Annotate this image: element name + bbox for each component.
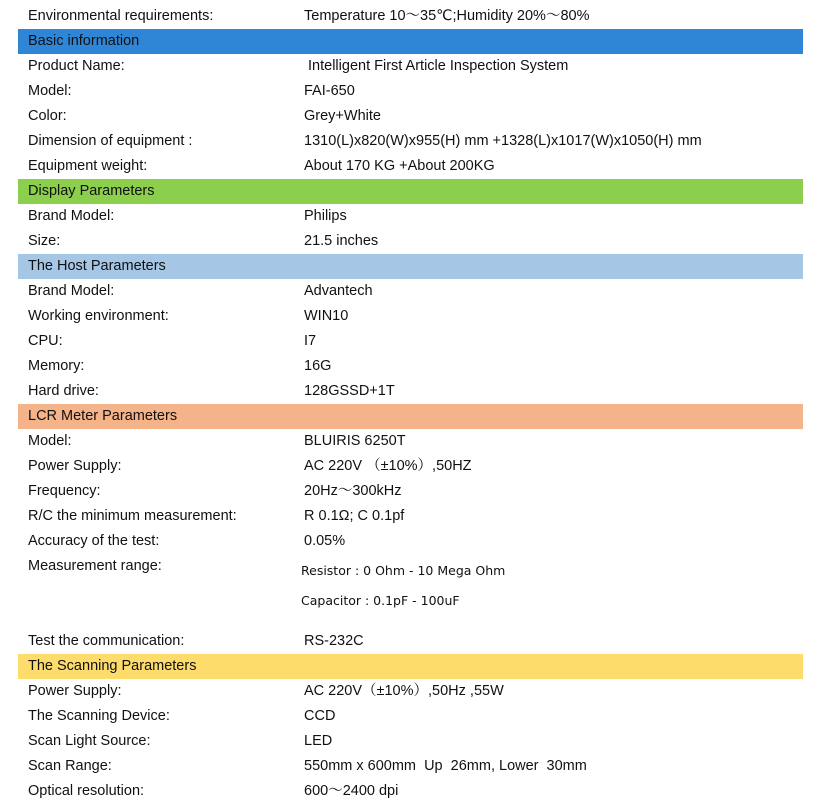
spec-value: About 170 KG +About 200KG	[304, 158, 495, 174]
spec-row-host-os	[18, 304, 803, 329]
spec-label: Working environment:	[28, 308, 169, 324]
spec-value: Grey+White	[304, 108, 381, 124]
spec-row-weight	[18, 154, 803, 179]
spec-label: Product Name:	[28, 58, 125, 74]
spec-row-host-brand	[18, 279, 803, 304]
spec-label: Scan Range:	[28, 758, 112, 774]
spec-label: Frequency:	[28, 483, 101, 499]
spec-label: Brand Model:	[28, 208, 115, 224]
section-header-lcr-meter-parameters: LCR Meter Parameters	[18, 404, 803, 429]
spec-row-scan-resolution	[18, 779, 803, 804]
spec-value: LED	[304, 733, 333, 749]
spec-value: 21.5 inches	[304, 233, 379, 249]
spec-value: 550mm x 600mm Up 26mm, Lower 30mm	[304, 758, 587, 774]
spec-row-host-cpu	[18, 329, 803, 354]
spec-value: 16G	[304, 358, 332, 374]
spec-label: Model:	[28, 433, 72, 449]
measurement-range-capacitor: Capacitor : 0.1pF - 100uF	[301, 593, 460, 608]
spec-row-lcr-model	[18, 429, 803, 454]
spec-row-lcr-min-measurement	[18, 504, 803, 529]
spec-row-display-size	[18, 229, 803, 254]
spec-row-lcr-frequency	[18, 479, 803, 504]
spec-row-host-memory	[18, 354, 803, 379]
spec-label: Test the communication:	[28, 633, 185, 649]
spec-value: 128GSSD+1T	[304, 383, 395, 399]
section-header-host-parameters: The Host Parameters	[18, 254, 803, 279]
spec-label: Optical resolution:	[28, 783, 145, 799]
spec-row-scan-light	[18, 729, 803, 754]
spec-label: Brand Model:	[28, 283, 115, 299]
spec-value: WIN10	[304, 308, 349, 324]
spec-row-lcr-communication	[18, 629, 803, 654]
spec-row-environmental	[18, 4, 803, 29]
section-header-display-parameters: Display Parameters	[18, 179, 803, 204]
spec-row-scan-device	[18, 704, 803, 729]
spec-label: Accuracy of the test:	[28, 533, 160, 549]
spec-row-color	[18, 104, 803, 129]
spec-value: Advantech	[304, 283, 373, 299]
spec-label: Memory:	[28, 358, 85, 374]
spec-row-display-brand	[18, 204, 803, 229]
spec-label: Power Supply:	[28, 458, 122, 474]
spec-row-scan-power	[18, 679, 803, 704]
spec-row-model	[18, 79, 803, 104]
section-header-basic-information: Basic information	[18, 29, 803, 54]
spec-label: Hard drive:	[28, 383, 99, 399]
spec-label: CPU:	[28, 333, 63, 349]
spec-row-product-name	[18, 54, 803, 79]
measurement-range-values	[301, 556, 505, 616]
spec-value: 1310(L)x820(W)x955(H) mm +1328(L)x1017(W)x1050(H) mm	[304, 133, 702, 149]
spec-value: RS-232C	[304, 633, 364, 649]
spec-row-scan-range	[18, 754, 803, 779]
spec-value: CCD	[304, 708, 336, 724]
spec-label: Model:	[28, 83, 72, 99]
spec-label: Environmental requirements:	[28, 8, 214, 24]
spec-label: The Scanning Device:	[28, 708, 170, 724]
spec-row-lcr-measurement-range	[18, 554, 803, 629]
spec-value: Philips	[304, 208, 347, 224]
spec-value: 600～2400 dpi	[304, 783, 399, 799]
spec-value: AC 220V（±10%）,50Hz ,55W	[304, 683, 504, 699]
spec-value: R 0.1Ω; C 0.1pf	[304, 508, 405, 524]
spec-label: R/C the minimum measurement:	[28, 508, 237, 524]
section-header-scanning-parameters: The Scanning Parameters	[18, 654, 803, 679]
spec-value: I7	[304, 333, 317, 349]
spec-label: Color:	[28, 108, 67, 124]
spec-label: Power Supply:	[28, 683, 122, 699]
spec-value: BLUIRIS 6250T	[304, 433, 406, 449]
spec-row-host-drive	[18, 379, 803, 404]
spec-row-lcr-power	[18, 454, 803, 479]
spec-row-lcr-accuracy	[18, 529, 803, 554]
spec-value: AC 220V （±10%）,50HZ	[304, 458, 472, 474]
spec-sheet	[18, 4, 803, 804]
spec-value: FAI-650	[304, 83, 355, 99]
spec-label: Equipment weight:	[28, 158, 148, 174]
measurement-range-resistor: Resistor : 0 Ohm - 10 Mega Ohm	[301, 563, 506, 578]
spec-value: Temperature 10～35℃;Humidity 20%～80%	[304, 8, 590, 24]
spec-value: Intelligent First Article Inspection System	[304, 58, 569, 74]
spec-label: Scan Light Source:	[28, 733, 151, 749]
spec-label: Measurement range:	[28, 558, 162, 574]
spec-value: 0.05%	[304, 533, 346, 549]
spec-value: 20Hz～300kHz	[304, 483, 402, 499]
spec-label: Dimension of equipment :	[28, 133, 193, 149]
spec-label: Size:	[28, 233, 61, 249]
spec-row-dimension	[18, 129, 803, 154]
